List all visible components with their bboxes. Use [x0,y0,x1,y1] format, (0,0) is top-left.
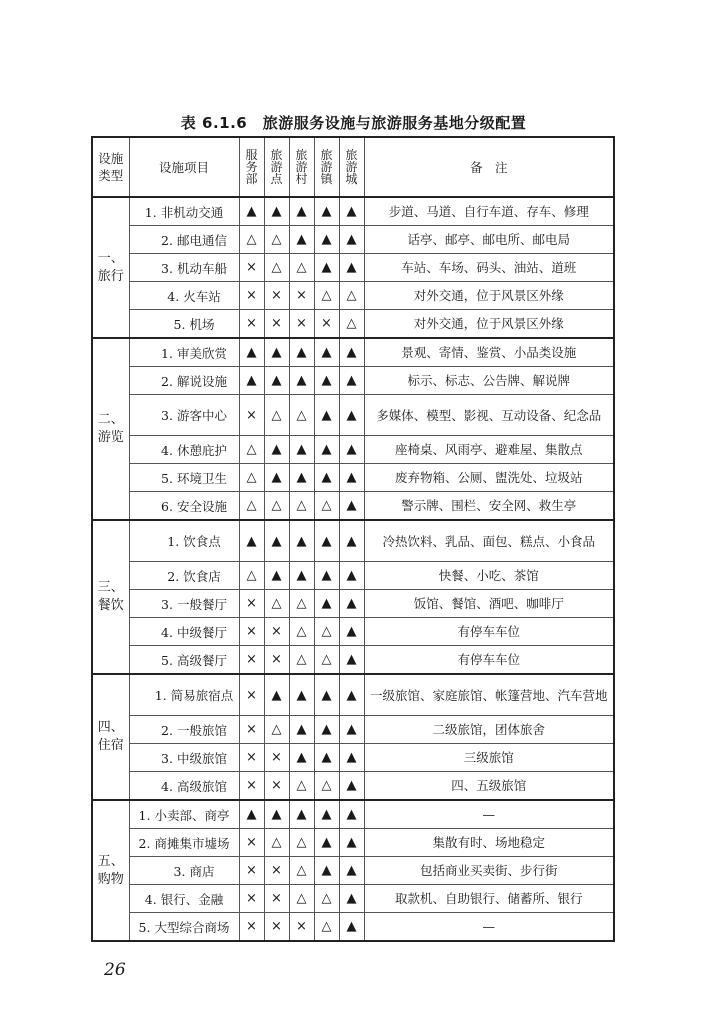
level-mark: △ [264,226,289,254]
level-mark: △ [314,646,339,675]
level-mark: × [264,618,289,646]
note-cell: 座椅桌、风雨亭、避难屋、集散点 [364,436,614,464]
item-cell: 5. 大型综合商场 [129,913,239,942]
note-cell: 景观、寄情、鉴赏、小品类设施 [364,338,614,367]
level-mark: ▲ [314,674,339,716]
level-mark: △ [264,590,289,618]
table-row [92,254,614,282]
level-mark: ▲ [314,562,339,590]
level-mark: △ [289,590,314,618]
level-mark: ▲ [339,829,364,857]
header-level: 旅游镇 [314,137,339,197]
item-cell: 3. 中级旅馆 [129,744,239,772]
note-cell: 步道、马道、自行车道、存车、修理 [364,197,614,226]
level-mark: △ [314,885,339,913]
table-row [92,562,614,590]
level-mark: △ [289,395,314,436]
note-cell: 多媒体、模型、影视、互动设备、纪念品 [364,395,614,436]
level-mark: ▲ [314,436,339,464]
item-cell: 4. 高级旅馆 [129,772,239,801]
item-cell: 1. 非机动交通 [129,197,239,226]
table-row [92,367,614,395]
level-mark: ▲ [239,800,264,829]
level-mark: △ [239,226,264,254]
note-cell: 话亭、邮亭、邮电所、邮电局 [364,226,614,254]
level-mark: × [264,744,289,772]
level-mark: ▲ [339,338,364,367]
note-cell: 包括商业买卖街、步行街 [364,857,614,885]
level-mark: ▲ [314,520,339,562]
level-mark: × [239,829,264,857]
table-row [92,618,614,646]
level-mark: ▲ [264,436,289,464]
note-cell: 饭馆、餐馆、酒吧、咖啡厅 [364,590,614,618]
item-cell: 1. 简易旅宿点 [129,674,239,716]
level-mark: × [239,772,264,801]
level-mark: △ [264,492,289,521]
level-mark: ▲ [289,436,314,464]
table-caption: 表 6.1.6 旅游服务设施与旅游服务基地分级配置 [180,114,527,132]
table-row [92,772,614,801]
level-mark: △ [239,562,264,590]
note-cell: 有停车车位 [364,618,614,646]
table-row [92,338,614,367]
level-mark: ▲ [339,520,364,562]
item-cell: 5. 机场 [129,310,239,339]
note-cell: 四、五级旅馆 [364,772,614,801]
item-cell: 2. 一般旅馆 [129,716,239,744]
level-mark: △ [289,492,314,521]
level-mark: ▲ [264,197,289,226]
level-mark: △ [289,885,314,913]
level-mark: ▲ [339,744,364,772]
level-mark: × [264,913,289,942]
header-level: 服务部 [239,137,264,197]
level-mark: × [239,674,264,716]
note-cell: 车站、车场、码头、油站、道班 [364,254,614,282]
level-mark: ▲ [314,744,339,772]
level-mark: △ [239,464,264,492]
level-mark: △ [264,716,289,744]
table-row [92,716,614,744]
level-mark: ▲ [289,674,314,716]
level-mark: × [264,282,289,310]
item-cell: 1. 饮食点 [129,520,239,562]
level-mark: ▲ [314,829,339,857]
level-mark: × [239,646,264,675]
level-mark: × [239,254,264,282]
item-cell: 5. 环境卫生 [129,464,239,492]
note-cell: — [364,913,614,942]
item-cell: 3. 商店 [129,857,239,885]
level-mark: △ [314,618,339,646]
level-mark: × [239,310,264,339]
level-mark: ▲ [264,674,289,716]
table-row [92,226,614,254]
group-travel [92,197,614,338]
level-mark: ▲ [339,197,364,226]
level-mark: △ [289,254,314,282]
level-mark: ▲ [339,436,364,464]
level-mark: × [239,857,264,885]
header-item: 设施项目 [129,137,239,197]
group-shopping [92,800,614,941]
table-header-row [92,137,614,197]
level-mark: × [239,618,264,646]
note-cell: 三级旅馆 [364,744,614,772]
note-cell: 警示牌、围栏、安全网、救生亭 [364,492,614,521]
note-cell: 有停车车位 [364,646,614,675]
level-mark: × [239,282,264,310]
item-cell: 2. 饮食店 [129,562,239,590]
level-mark: ▲ [339,857,364,885]
level-mark: △ [289,772,314,801]
item-cell: 2. 邮电通信 [129,226,239,254]
level-mark: ▲ [289,562,314,590]
note-cell: 二级旅馆，团体旅舍 [364,716,614,744]
level-mark: ▲ [314,367,339,395]
level-mark: △ [289,857,314,885]
table-row [92,395,614,436]
level-mark: ▲ [314,338,339,367]
category-cell: 三、餐饮 [92,520,129,674]
level-mark: ▲ [339,590,364,618]
note-cell: 对外交通，位于风景区外缘 [364,310,614,339]
level-mark: △ [314,772,339,801]
note-cell: 集散有时、场地稳定 [364,829,614,857]
level-mark: △ [264,254,289,282]
level-mark: ▲ [339,464,364,492]
level-mark: ▲ [339,885,364,913]
level-mark: ▲ [264,367,289,395]
level-mark: ▲ [339,367,364,395]
level-mark: × [239,913,264,942]
level-mark: ▲ [339,492,364,521]
level-mark: × [239,744,264,772]
level-mark: ▲ [289,367,314,395]
table-row [92,310,614,339]
level-mark: ▲ [339,800,364,829]
header-level: 旅游村 [289,137,314,197]
level-mark: × [264,885,289,913]
level-mark: ▲ [314,464,339,492]
category-cell: 一、旅行 [92,197,129,338]
item-cell: 1. 小卖部、商亭 [129,800,239,829]
note-cell: 对外交通，位于风景区外缘 [364,282,614,310]
item-cell: 3. 游客中心 [129,395,239,436]
level-mark: ▲ [289,464,314,492]
level-mark: ▲ [264,562,289,590]
table-row [92,800,614,829]
note-cell: 标示、标志、公告牌、解说牌 [364,367,614,395]
level-mark: ▲ [264,338,289,367]
level-mark: ▲ [289,744,314,772]
note-cell: 快餐、小吃、茶馆 [364,562,614,590]
group-dining [92,520,614,674]
note-cell: — [364,800,614,829]
level-mark: ▲ [239,520,264,562]
level-mark: △ [289,646,314,675]
level-mark: △ [314,913,339,942]
item-cell: 1. 审美欣赏 [129,338,239,367]
item-cell: 3. 机动车船 [129,254,239,282]
level-mark: △ [264,829,289,857]
level-mark: ▲ [339,618,364,646]
level-mark: × [239,716,264,744]
level-mark: × [239,395,264,436]
header-level: 旅游城 [339,137,364,197]
level-mark: ▲ [339,716,364,744]
level-mark: ▲ [314,716,339,744]
header-note: 备 注 [364,137,614,197]
level-mark: × [239,590,264,618]
table-row [92,520,614,562]
level-mark: × [289,310,314,339]
category-cell: 二、游览 [92,338,129,520]
level-mark: × [314,310,339,339]
level-mark: ▲ [289,520,314,562]
table-row [92,464,614,492]
level-mark: ▲ [264,464,289,492]
level-mark: ▲ [314,197,339,226]
level-mark: ▲ [264,800,289,829]
level-mark: ▲ [314,857,339,885]
level-mark: ▲ [339,646,364,675]
level-mark: × [239,885,264,913]
level-mark: ▲ [289,800,314,829]
group-sightseeing [92,338,614,520]
table-row [92,282,614,310]
level-mark: ▲ [289,338,314,367]
level-mark: × [264,310,289,339]
level-mark: △ [239,436,264,464]
level-mark: ▲ [264,520,289,562]
level-mark: ▲ [339,395,364,436]
level-mark: × [264,857,289,885]
facility-table [91,136,615,942]
table-row [92,646,614,675]
group-lodging [92,674,614,800]
level-mark: ▲ [289,226,314,254]
level-mark: ▲ [314,254,339,282]
category-cell: 五、购物 [92,800,129,941]
item-cell: 6. 安全设施 [129,492,239,521]
item-cell: 2. 解说设施 [129,367,239,395]
item-cell: 4. 中级餐厅 [129,618,239,646]
item-cell: 2. 商摊集市墟场 [129,829,239,857]
item-cell: 4. 银行、金融 [129,885,239,913]
level-mark: ▲ [314,395,339,436]
level-mark: × [264,646,289,675]
level-mark: △ [289,618,314,646]
level-mark: ▲ [339,913,364,942]
category-cell: 四、住宿 [92,674,129,800]
table-row [92,674,614,716]
note-cell: 取款机、自助银行、储蓄所、银行 [364,885,614,913]
header-level: 旅游点 [264,137,289,197]
level-mark: ▲ [289,197,314,226]
table-row [92,492,614,521]
item-cell: 3. 一般餐厅 [129,590,239,618]
level-mark: ▲ [239,338,264,367]
level-mark: ▲ [339,254,364,282]
level-mark: ▲ [339,226,364,254]
level-mark: △ [314,492,339,521]
level-mark: × [289,282,314,310]
note-cell: 冷热饮料、乳品、面包、糕点、小食品 [364,520,614,562]
level-mark: ▲ [314,800,339,829]
table-row [92,857,614,885]
level-mark: ▲ [339,674,364,716]
note-cell: 一级旅馆、家庭旅馆、帐篷营地、汽车营地 [364,674,614,716]
table-row [92,913,614,942]
level-mark: × [289,913,314,942]
level-mark: △ [289,829,314,857]
page-number: 26 [104,960,126,980]
level-mark: × [264,772,289,801]
level-mark: ▲ [339,772,364,801]
item-cell: 4. 火车站 [129,282,239,310]
level-mark: △ [264,395,289,436]
level-mark: △ [339,282,364,310]
level-mark: △ [239,492,264,521]
level-mark: ▲ [239,367,264,395]
note-cell: 废弃物箱、公厕、盥洗处、垃圾站 [364,464,614,492]
table-row [92,436,614,464]
item-cell: 5. 高级餐厅 [129,646,239,675]
header-type: 设施类型 [92,137,129,197]
level-mark: ▲ [239,197,264,226]
level-mark: ▲ [314,226,339,254]
level-mark: ▲ [289,716,314,744]
level-mark: △ [339,310,364,339]
item-cell: 4. 休憩庇护 [129,436,239,464]
level-mark: △ [314,282,339,310]
table-row [92,590,614,618]
table-row [92,829,614,857]
table-row [92,197,614,226]
table-row [92,885,614,913]
level-mark: ▲ [339,562,364,590]
level-mark: ▲ [314,590,339,618]
table-row [92,744,614,772]
